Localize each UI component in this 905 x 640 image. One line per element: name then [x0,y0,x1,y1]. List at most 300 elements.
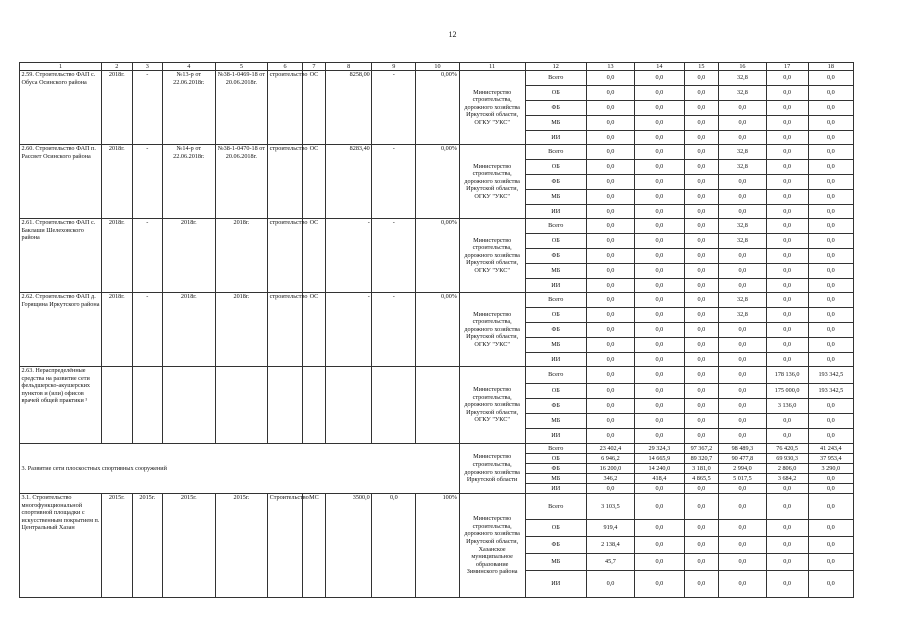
amount-cell: 98 489,3 [719,444,766,454]
funding-source: ФБ [525,249,586,264]
object-c2 [102,367,132,444]
amount-cell: 0,0 [684,429,719,444]
amount-cell: 0,0 [808,484,853,494]
amount-cell: 0,0 [635,323,684,338]
amount-cell: 0,0 [635,338,684,353]
amount-cell: 37 953,4 [808,454,853,464]
amount-cell: 14 240,0 [635,464,684,474]
object-name: 2.59. Строительство ФАП с. Обуса Осинского района [20,71,102,145]
amount-cell: 0,0 [684,353,719,367]
amount-cell: 0,0 [719,249,766,264]
object-c5: 2018г. [215,219,268,293]
amount-cell: 3 103,5 [586,494,634,520]
object-c8: - [325,219,371,293]
amount-cell: 32,8 [719,71,766,86]
amount-cell: 0,0 [684,71,719,86]
funding-source: ОБ [525,454,586,464]
object-c7: ОС [302,71,325,145]
object-c6: строительство [268,145,303,219]
amount-cell: 0,0 [808,219,853,234]
object-c5: №38-1-0469-18 от 20.06.2018г. [215,71,268,145]
amount-cell: 0,0 [719,101,766,116]
column-number-11: 11 [459,63,525,71]
amount-cell: 0,0 [719,520,766,537]
amount-cell: 0,0 [586,160,634,175]
object-c8: 8283,40 [325,145,371,219]
amount-cell: 2 994,0 [719,464,766,474]
amount-cell: 0,0 [808,160,853,175]
object-c2: 2018г. [102,219,132,293]
table-row [20,71,854,86]
amount-cell: 0,0 [719,399,766,414]
funding-source: ОБ [525,308,586,323]
funding-source: МБ [525,554,586,571]
object-c6: строительство [268,71,303,145]
amount-cell: 0,0 [635,537,684,554]
amount-cell: 0,0 [635,234,684,249]
object-c10: 0,00% [416,219,459,293]
amount-cell: 0,0 [719,537,766,554]
amount-cell: 0,0 [684,264,719,279]
object-c10: 0,00% [416,293,459,367]
amount-cell: 29 324,3 [635,444,684,454]
amount-cell: 0,0 [766,293,808,308]
amount-cell: 0,0 [684,484,719,494]
amount-cell: 0,0 [586,190,634,205]
amount-cell: 0,0 [766,353,808,367]
amount-cell: 0,0 [808,494,853,520]
amount-cell: 32,8 [719,234,766,249]
amount-cell: 0,0 [684,520,719,537]
amount-cell: 3 684,2 [766,474,808,484]
amount-cell: 0,0 [766,414,808,429]
amount-cell: 346,2 [586,474,634,484]
object-c5: 2015г. [215,494,268,598]
object-c4: 2018г. [163,293,216,367]
amount-cell: 0,0 [766,190,808,205]
amount-cell: 193 342,5 [808,367,853,384]
object-c9: 0,0 [372,494,416,598]
amount-cell: 0,0 [766,308,808,323]
amount-cell: 0,0 [766,131,808,145]
amount-cell: 0,0 [635,520,684,537]
amount-cell: 0,0 [808,474,853,484]
amount-cell: 0,0 [586,145,634,160]
column-number-15: 15 [684,63,719,71]
amount-cell: 32,8 [719,145,766,160]
amount-cell: 0,0 [586,323,634,338]
amount-cell: 0,0 [635,145,684,160]
amount-cell: 0,0 [719,338,766,353]
amount-cell: 0,0 [719,116,766,131]
amount-cell: 0,0 [719,323,766,338]
amount-cell: 0,0 [635,554,684,571]
amount-cell: 0,0 [635,71,684,86]
amount-cell: 32,8 [719,308,766,323]
funding-source: Всего [525,494,586,520]
amount-cell: 0,0 [766,101,808,116]
column-number-7: 7 [302,63,325,71]
object-c3 [132,367,162,444]
amount-cell: 0,0 [684,537,719,554]
amount-cell: 0,0 [684,249,719,264]
amount-cell: 0,0 [635,353,684,367]
column-number-3: 3 [132,63,162,71]
amount-cell: 0,0 [719,353,766,367]
amount-cell: 919,4 [586,520,634,537]
amount-cell: 0,0 [766,279,808,293]
funding-source: ФБ [525,323,586,338]
amount-cell: 0,0 [586,249,634,264]
amount-cell: 3 290,0 [808,464,853,474]
amount-cell: 0,0 [808,234,853,249]
object-name: 2.61. Строительство ФАП с. Баклаши Шелеховского района [20,219,102,293]
amount-cell: 0,0 [635,399,684,414]
amount-cell: 0,0 [635,160,684,175]
amount-cell: 0,0 [635,367,684,384]
amount-cell: 0,0 [586,571,634,598]
amount-cell: 0,0 [684,234,719,249]
funding-source: ИИ [525,205,586,219]
amount-cell: 0,0 [766,160,808,175]
funding-source: МБ [525,414,586,429]
column-number-18: 18 [808,63,853,71]
object-c3: 2015г. [132,494,162,598]
responsible-executor: Министерство строительства, дорожного хозяйства Иркутской области, ОГКУ "УКС" [459,145,525,219]
amount-cell: 0,0 [586,219,634,234]
column-number-16: 16 [719,63,766,71]
funding-source: ИИ [525,279,586,293]
amount-cell: 0,0 [719,131,766,145]
amount-cell: 0,0 [684,160,719,175]
column-number-1: 1 [20,63,102,71]
amount-cell: 0,0 [684,219,719,234]
amount-cell: 69 930,3 [766,454,808,464]
object-name: 2.62. Строительство ФАП д. Горящина Иркутского района [20,293,102,367]
amount-cell: 0,0 [684,323,719,338]
amount-cell: 0,0 [684,367,719,384]
object-c7 [302,367,325,444]
amount-cell: 0,0 [719,279,766,293]
amount-cell: 0,0 [808,131,853,145]
amount-cell: 0,0 [586,399,634,414]
object-c2: 2015г. [102,494,132,598]
amount-cell: 0,0 [635,279,684,293]
amount-cell: 0,0 [719,484,766,494]
funding-source: ФБ [525,101,586,116]
amount-cell: 0,0 [766,554,808,571]
amount-cell: 0,0 [586,353,634,367]
object-c7: ОС [302,145,325,219]
object-c4: №14-р от 22.06.2018г. [163,145,216,219]
column-number-12: 12 [525,63,586,71]
funding-source: МБ [525,264,586,279]
amount-cell: 2 806,0 [766,464,808,474]
page-number: 12 [448,30,457,39]
amount-cell: 0,0 [586,101,634,116]
amount-cell: 14 665,9 [635,454,684,464]
column-number-row [20,63,854,71]
amount-cell: 0,0 [766,571,808,598]
amount-cell: 418,4 [635,474,684,484]
amount-cell: 0,0 [586,429,634,444]
responsible-executor: Министерство строительства, дорожного хозяйства Иркутской области, Хазанское муниципальное образование Зиминского района [459,494,525,598]
amount-cell: 0,0 [684,205,719,219]
amount-cell: 23 402,4 [586,444,634,454]
object-c5: №38-1-0470-18 от 20.06.2018г. [215,145,268,219]
amount-cell: 0,0 [586,384,634,399]
amount-cell: 0,0 [766,484,808,494]
amount-cell: 16 200,0 [586,464,634,474]
amount-cell: 5 017,5 [719,474,766,484]
amount-cell: 0,0 [719,554,766,571]
amount-cell: 0,0 [684,338,719,353]
object-c3: - [132,145,162,219]
responsible-executor: Министерство строительства, дорожного хозяйства Иркутской области [459,444,525,494]
amount-cell: 0,0 [808,571,853,598]
amount-cell: 0,0 [684,101,719,116]
amount-cell: 45,7 [586,554,634,571]
amount-cell: 0,0 [766,219,808,234]
amount-cell: 0,0 [808,190,853,205]
object-c7: ОС [302,293,325,367]
amount-cell: 0,0 [684,308,719,323]
amount-cell: 0,0 [808,116,853,131]
table-row [20,494,854,520]
object-name: 2.60. Строительство ФАП п. Рассвет Осинского района [20,145,102,219]
object-c7: ОС [302,219,325,293]
amount-cell: 0,0 [808,554,853,571]
object-name: 2.63. Нераспределённые средства на развитие сети фельдшерско-акушерских пунктов и (или) офисов врачей общей практики ¹ [20,367,102,444]
object-c10: 0,00% [416,71,459,145]
object-c4: 2018г. [163,219,216,293]
table-row [20,145,854,160]
amount-cell: 0,0 [684,131,719,145]
amount-cell: 0,0 [635,86,684,101]
amount-cell: 0,0 [766,323,808,338]
amount-cell: 0,0 [808,205,853,219]
responsible-executor: Министерство строительства, дорожного хозяйства Иркутской области, ОГКУ "УКС" [459,219,525,293]
object-c2: 2018г. [102,71,132,145]
amount-cell: 0,0 [586,86,634,101]
table-row [20,293,854,308]
funding-source: ФБ [525,537,586,554]
object-c5: 2018г. [215,293,268,367]
amount-cell: 0,0 [684,175,719,190]
amount-cell: 0,0 [635,101,684,116]
amount-cell: 0,0 [808,414,853,429]
amount-cell: 0,0 [766,145,808,160]
object-c9: - [372,71,416,145]
amount-cell: 0,0 [808,264,853,279]
amount-cell: 0,0 [808,353,853,367]
column-number-14: 14 [635,63,684,71]
amount-cell: 0,0 [586,234,634,249]
amount-cell: 0,0 [586,338,634,353]
funding-source: ОБ [525,160,586,175]
amount-cell: 0,0 [766,116,808,131]
amount-cell: 0,0 [766,205,808,219]
amount-cell: 0,0 [635,264,684,279]
column-number-10: 10 [416,63,459,71]
amount-cell: 0,0 [719,384,766,399]
amount-cell: 97 367,2 [684,444,719,454]
column-number-9: 9 [372,63,416,71]
funding-source: МБ [525,190,586,205]
amount-cell: 0,0 [586,175,634,190]
amount-cell: 0,0 [586,71,634,86]
amount-cell: 0,0 [684,293,719,308]
amount-cell: 32,8 [719,293,766,308]
funding-source: Всего [525,219,586,234]
amount-cell: 0,0 [586,131,634,145]
amount-cell: 0,0 [808,520,853,537]
funding-source: МБ [525,116,586,131]
amount-cell: 0,0 [635,116,684,131]
amount-cell: 0,0 [586,484,634,494]
amount-cell: 0,0 [586,367,634,384]
amount-cell: 0,0 [719,264,766,279]
funding-source: ИИ [525,353,586,367]
amount-cell: 32,8 [719,219,766,234]
amount-cell: 0,0 [586,205,634,219]
amount-cell: 2 138,4 [586,537,634,554]
amount-cell: 0,0 [808,175,853,190]
amount-cell: 0,0 [635,484,684,494]
amount-cell: 0,0 [766,175,808,190]
amount-cell: 0,0 [635,131,684,145]
amount-cell: 0,0 [766,264,808,279]
amount-cell: 0,0 [684,86,719,101]
amount-cell: 0,0 [635,249,684,264]
amount-cell: 0,0 [808,145,853,160]
object-name: 3.1. Строительство многофункциональной спортивной площадки с искусственным покрытием п. Центральный Хазан [20,494,102,598]
amount-cell: 0,0 [635,414,684,429]
funding-source: ОБ [525,86,586,101]
object-c2: 2018г. [102,145,132,219]
object-c8: 8258,00 [325,71,371,145]
amount-cell: 32,8 [719,160,766,175]
amount-cell: 3 136,0 [766,399,808,414]
table-row [20,219,854,234]
funding-source: Всего [525,367,586,384]
object-c6: строительство [268,219,303,293]
object-c7: МС [302,494,325,598]
amount-cell: 0,0 [635,190,684,205]
amount-cell: 90 477,8 [719,454,766,464]
funding-source: Всего [525,145,586,160]
object-c8: - [325,293,371,367]
amount-cell: 0,0 [684,554,719,571]
funding-source: МБ [525,474,586,484]
funding-source: ФБ [525,464,586,474]
amount-cell: 0,0 [808,279,853,293]
amount-cell: 0,0 [719,205,766,219]
amount-cell: 0,0 [586,308,634,323]
responsible-executor: Министерство строительства, дорожного хозяйства Иркутской области, ОГКУ "УКС" [459,367,525,444]
amount-cell: 0,0 [808,537,853,554]
object-c9: - [372,219,416,293]
amount-cell: 76 420,5 [766,444,808,454]
amount-cell: 0,0 [684,571,719,598]
amount-cell: 0,0 [766,249,808,264]
amount-cell: 89 320,7 [684,454,719,464]
amount-cell: 0,0 [684,494,719,520]
amount-cell: 0,0 [719,190,766,205]
funding-source: ФБ [525,399,586,414]
amount-cell: 41 243,4 [808,444,853,454]
amount-cell: 0,0 [719,175,766,190]
object-c9: - [372,145,416,219]
object-c4: 2015г. [163,494,216,598]
amount-cell: 0,0 [808,323,853,338]
amount-cell: 0,0 [586,116,634,131]
column-number-8: 8 [325,63,371,71]
object-c10 [416,367,459,444]
amount-cell: 0,0 [586,264,634,279]
amount-cell: 0,0 [586,293,634,308]
amount-cell: 0,0 [766,494,808,520]
amount-cell: 0,0 [684,116,719,131]
responsible-executor: Министерство строительства, дорожного хозяйства Иркутской области, ОГКУ "УКС" [459,71,525,145]
object-c8: 3500,0 [325,494,371,598]
amount-cell: 0,0 [635,175,684,190]
object-c6: Строительство [268,494,303,598]
amount-cell: 0,0 [719,429,766,444]
amount-cell: 32,8 [719,86,766,101]
column-number-5: 5 [215,63,268,71]
funding-source: Всего [525,444,586,454]
amount-cell: 0,0 [684,399,719,414]
object-c6 [268,367,303,444]
amount-cell: 0,0 [719,414,766,429]
amount-cell: 0,0 [808,86,853,101]
amount-cell: 0,0 [766,429,808,444]
amount-cell: 0,0 [766,234,808,249]
funding-source: Всего [525,293,586,308]
amount-cell: 0,0 [808,71,853,86]
amount-cell: 0,0 [808,308,853,323]
amount-cell: 0,0 [808,293,853,308]
column-number-6: 6 [268,63,303,71]
funding-source: Всего [525,71,586,86]
amount-cell: 0,0 [684,414,719,429]
budget-table [19,62,854,598]
amount-cell: 0,0 [808,338,853,353]
section-title: 3. Развитие сети плоскостных спортивных сооружений [20,444,460,494]
funding-source: ИИ [525,131,586,145]
responsible-executor: Министерство строительства, дорожного хозяйства Иркутской области, ОГКУ "УКС" [459,293,525,367]
amount-cell: 0,0 [808,399,853,414]
amount-cell: 0,0 [635,429,684,444]
amount-cell: 4 865,5 [684,474,719,484]
amount-cell: 0,0 [635,219,684,234]
amount-cell: 0,0 [766,86,808,101]
table-row [20,367,854,384]
amount-cell: 0,0 [635,293,684,308]
funding-source: ФБ [525,175,586,190]
object-c3: - [132,219,162,293]
amount-cell: 6 946,2 [586,454,634,464]
column-number-2: 2 [102,63,132,71]
object-c2: 2018г. [102,293,132,367]
object-c10: 100% [416,494,459,598]
object-c9: - [372,293,416,367]
funding-source: ИИ [525,429,586,444]
amount-cell: 0,0 [808,429,853,444]
amount-cell: 0,0 [808,101,853,116]
funding-source: ИИ [525,571,586,598]
